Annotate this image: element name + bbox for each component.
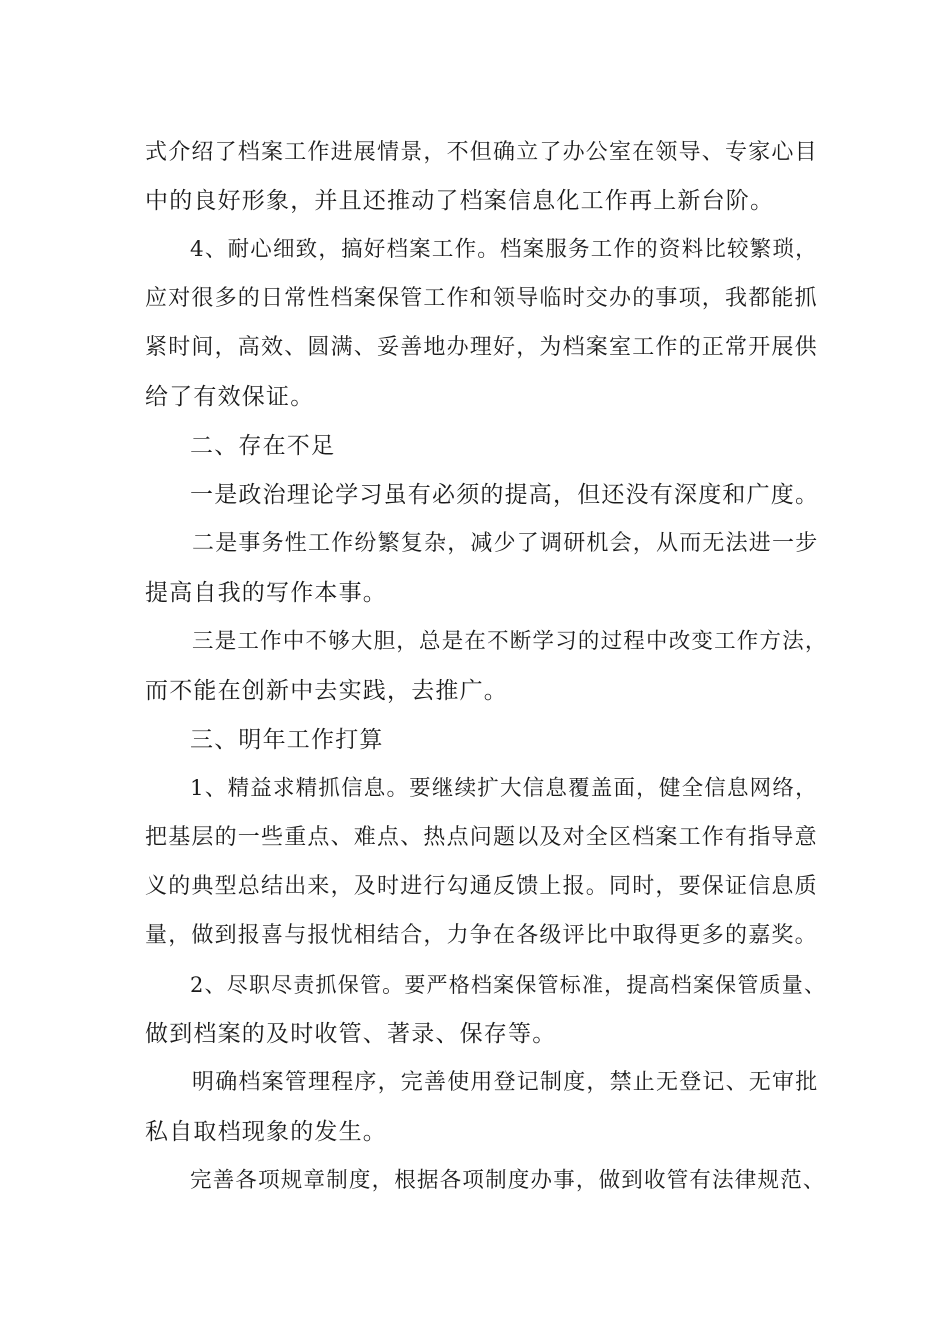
section-heading: 二、存在不足 — [190, 433, 336, 459]
text-line: 把基层的一些重点、难点、热点问题以及对全区档案工作有指导意 — [145, 825, 818, 850]
text-line: 给了有效保证。 — [145, 384, 315, 410]
text-line: 式介绍了档案工作进展情景，不但确立了办公室在领导、专家心目 — [145, 140, 818, 165]
text-line: 提高自我的写作本事。 — [145, 580, 387, 606]
text-line: 三是工作中不够大胆，总是在不断学习的过程中改变工作方法， — [192, 629, 828, 654]
text-line: 私自取档现象的发生。 — [145, 1119, 387, 1145]
section-heading: 三、明年工作打算 — [190, 727, 384, 753]
text-line: 做到档案的及时收管、著录、保存等。 — [145, 1021, 557, 1047]
text-line: 二是事务性工作纷繁复杂，减少了调研机会，从而无法进一步 — [192, 531, 819, 556]
text-line: 2、尽职尽责抓保管。要严格档案保管标准，提高档案保管质量、 — [190, 973, 827, 997]
text-line: 4、耐心细致，搞好档案工作。档案服务工作的资料比较繁琐， — [190, 237, 818, 262]
text-line: 应对很多的日常性档案保管工作和领导临时交办的事项，我都能抓 — [145, 286, 818, 311]
text-line: 而不能在创新中去实践，去推广。 — [145, 678, 508, 704]
text-line: 量，做到报喜与报忧相结合，力争在各级评比中取得更多的嘉奖。 — [145, 923, 818, 948]
text-line: 中的良好形象，并且还推动了档案信息化工作再上新台阶。 — [145, 188, 775, 214]
text-line: 紧时间，高效、圆满、妥善地办理好，为档案室工作的正常开展供 — [145, 335, 818, 360]
text-line: 明确档案管理程序，完善使用登记制度，禁止无登记、无审批 — [192, 1070, 819, 1095]
text-line: 完善各项规章制度，根据各项制度办事，做到收管有法律规范、 — [190, 1168, 826, 1193]
text-line: 义的典型总结出来，及时进行勾通反馈上报。同时，要保证信息质 — [145, 874, 818, 899]
text-line: 一是政治理论学习虽有必须的提高，但还没有深度和广度。 — [190, 482, 820, 508]
text-line: 1、精益求精抓信息。要继续扩大信息覆盖面，健全信息网络， — [190, 776, 818, 801]
